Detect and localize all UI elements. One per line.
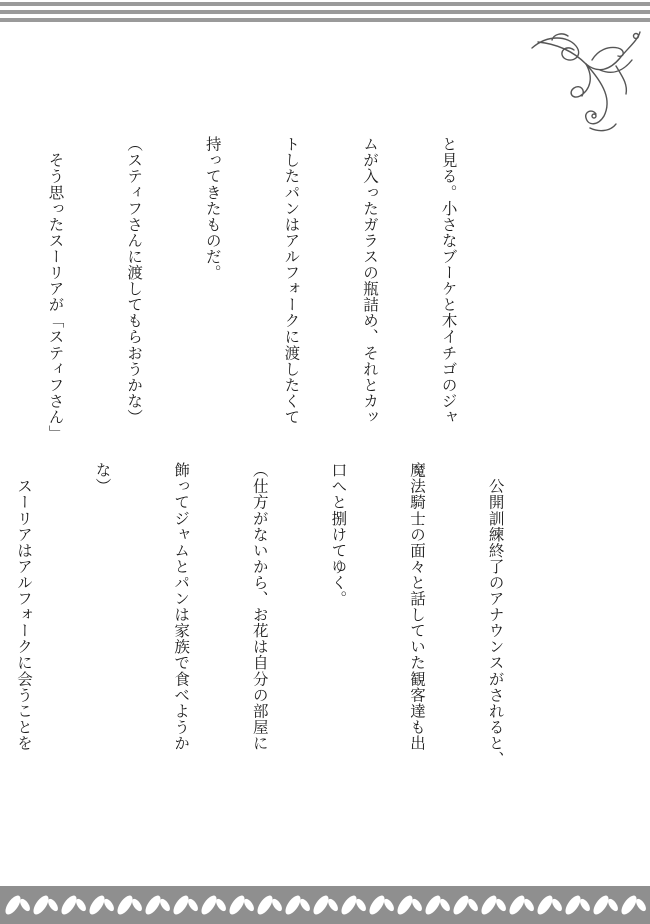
leaf-motif <box>227 893 256 917</box>
leaf-motif <box>87 893 116 917</box>
top-stripe-border <box>0 0 650 26</box>
bottom-pattern-border <box>0 886 650 924</box>
leaf-motif <box>591 893 620 917</box>
upper-line-4: 持ってきたものだ。 <box>203 136 222 281</box>
leaf-motif <box>535 893 564 917</box>
lower-line-7: スーリアはアルフォークに会うことを <box>14 462 33 751</box>
leaf-motif <box>311 893 340 917</box>
leaf-motif <box>171 893 200 917</box>
leaf-motif <box>619 893 648 917</box>
leaf-motif <box>339 893 368 917</box>
leaf-motif <box>367 893 396 917</box>
leaf-motif <box>115 893 144 917</box>
lower-line-1: 公開訓練終了のアナウンスがされると、 <box>486 462 505 767</box>
leaf-pattern-icon <box>0 886 650 924</box>
upper-line-3: トしたパンはアルフォークに渡したくて <box>282 136 301 425</box>
upper-line-1: と見る。小さなブーケと木イチゴのジャ <box>439 136 458 425</box>
upper-line-6: そう思ったスーリアが「スティフさん」 <box>46 136 65 441</box>
top-stripe-2 <box>0 10 650 14</box>
lower-line-4: （仕方がないから、お花は自分の部屋に <box>250 462 269 751</box>
leaf-motif <box>507 893 536 917</box>
top-stripe-1 <box>0 2 650 6</box>
lower-line-3: 口へと捌けてゆく。 <box>329 462 348 607</box>
leaf-motif <box>199 893 228 917</box>
leaf-motif <box>143 893 172 917</box>
lower-line-5: 飾ってジャムとパンは家族で食べようか <box>172 462 191 751</box>
leaf-motif <box>255 893 284 917</box>
top-stripe-3 <box>0 18 650 22</box>
lower-text-block <box>0 462 561 767</box>
leaf-motif <box>31 893 60 917</box>
lower-line-6: な） <box>93 462 112 495</box>
lower-line-2: 魔法騎士の面々と話していた観客達も出 <box>407 462 426 751</box>
leaf-motif <box>451 893 480 917</box>
flourish-ornament-icon <box>528 30 644 134</box>
leaf-motif <box>59 893 88 917</box>
upper-text-block <box>0 136 514 441</box>
leaf-motif <box>563 893 592 917</box>
upper-line-5: （スティフさんに渡してもらおうかな） <box>125 136 144 425</box>
leaf-motif <box>283 893 312 917</box>
leaf-motif <box>3 893 32 917</box>
leaf-motif <box>423 893 452 917</box>
leaf-motif <box>395 893 424 917</box>
leaf-motif <box>479 893 508 917</box>
upper-line-2: ムが入ったガラスの瓶詰め、それとカッ <box>360 136 379 425</box>
